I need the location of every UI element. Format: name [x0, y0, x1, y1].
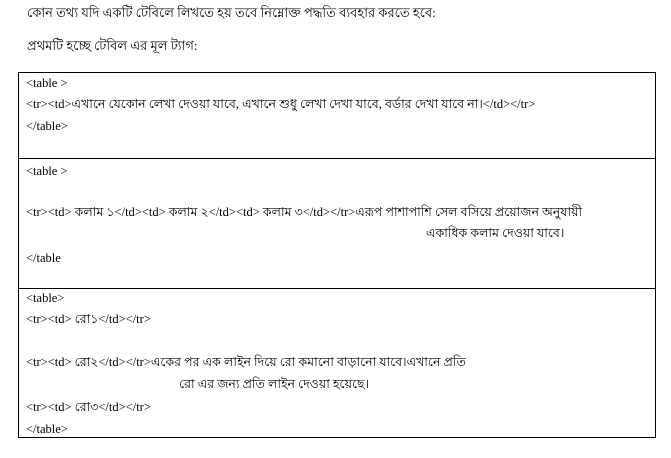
- code-line: </table>: [26, 119, 68, 133]
- intro-sentence: কোন তথ্য যদি একটি টেবিলে লিখতে হয় তবে নিম্নোক্ত পদ্ধতি ব্যবহার করতে হবে:: [27, 5, 436, 20]
- code-line: <tr><td>এখানে যেকোন লেখা দেওয়া যাবে, এখানে শুধু লেখা দেখা যাবে, বর্ডার দেখা যাবে না।</td></tr>: [26, 97, 536, 111]
- code-line: </table>: [26, 422, 68, 436]
- code-line: <table >: [26, 76, 68, 90]
- code-line: রো এর জন্য প্রতি লাইন দেওয়া হয়েছে।: [179, 377, 370, 391]
- simple-table-example: [19, 73, 655, 158]
- code-line: <table >: [26, 164, 68, 178]
- code-line: একাধিক কলাম দেওয়া যাবে।: [426, 226, 565, 240]
- code-line: </table: [26, 251, 61, 265]
- main-tag-heading: প্রথমটি হচ্ছে টেবিল এর মূল ট্যাগ:: [27, 38, 198, 53]
- code-line: <tr><td> রো২</td></tr>একের পর এক লাইন দিয়ে রো কমানো বাড়ানো যাবে।এখানে প্রতি: [26, 355, 466, 369]
- code-line: <tr><td> রো৩</td></tr>: [26, 400, 151, 414]
- column-table-example: [19, 158, 655, 288]
- code-line: <table>: [26, 291, 65, 305]
- row-table-example: [19, 288, 655, 437]
- code-line: <tr><td> কলাম ১</td><td> কলাম ২</td><td> কলাম ৩</td></tr>এরূপ পাশাপাশি সেল বসিয়ে প্রয়োজন অনুযায়ী: [26, 205, 583, 219]
- code-examples-table: [18, 72, 656, 438]
- code-line: <tr><td> রো১</td></tr>: [26, 312, 151, 326]
